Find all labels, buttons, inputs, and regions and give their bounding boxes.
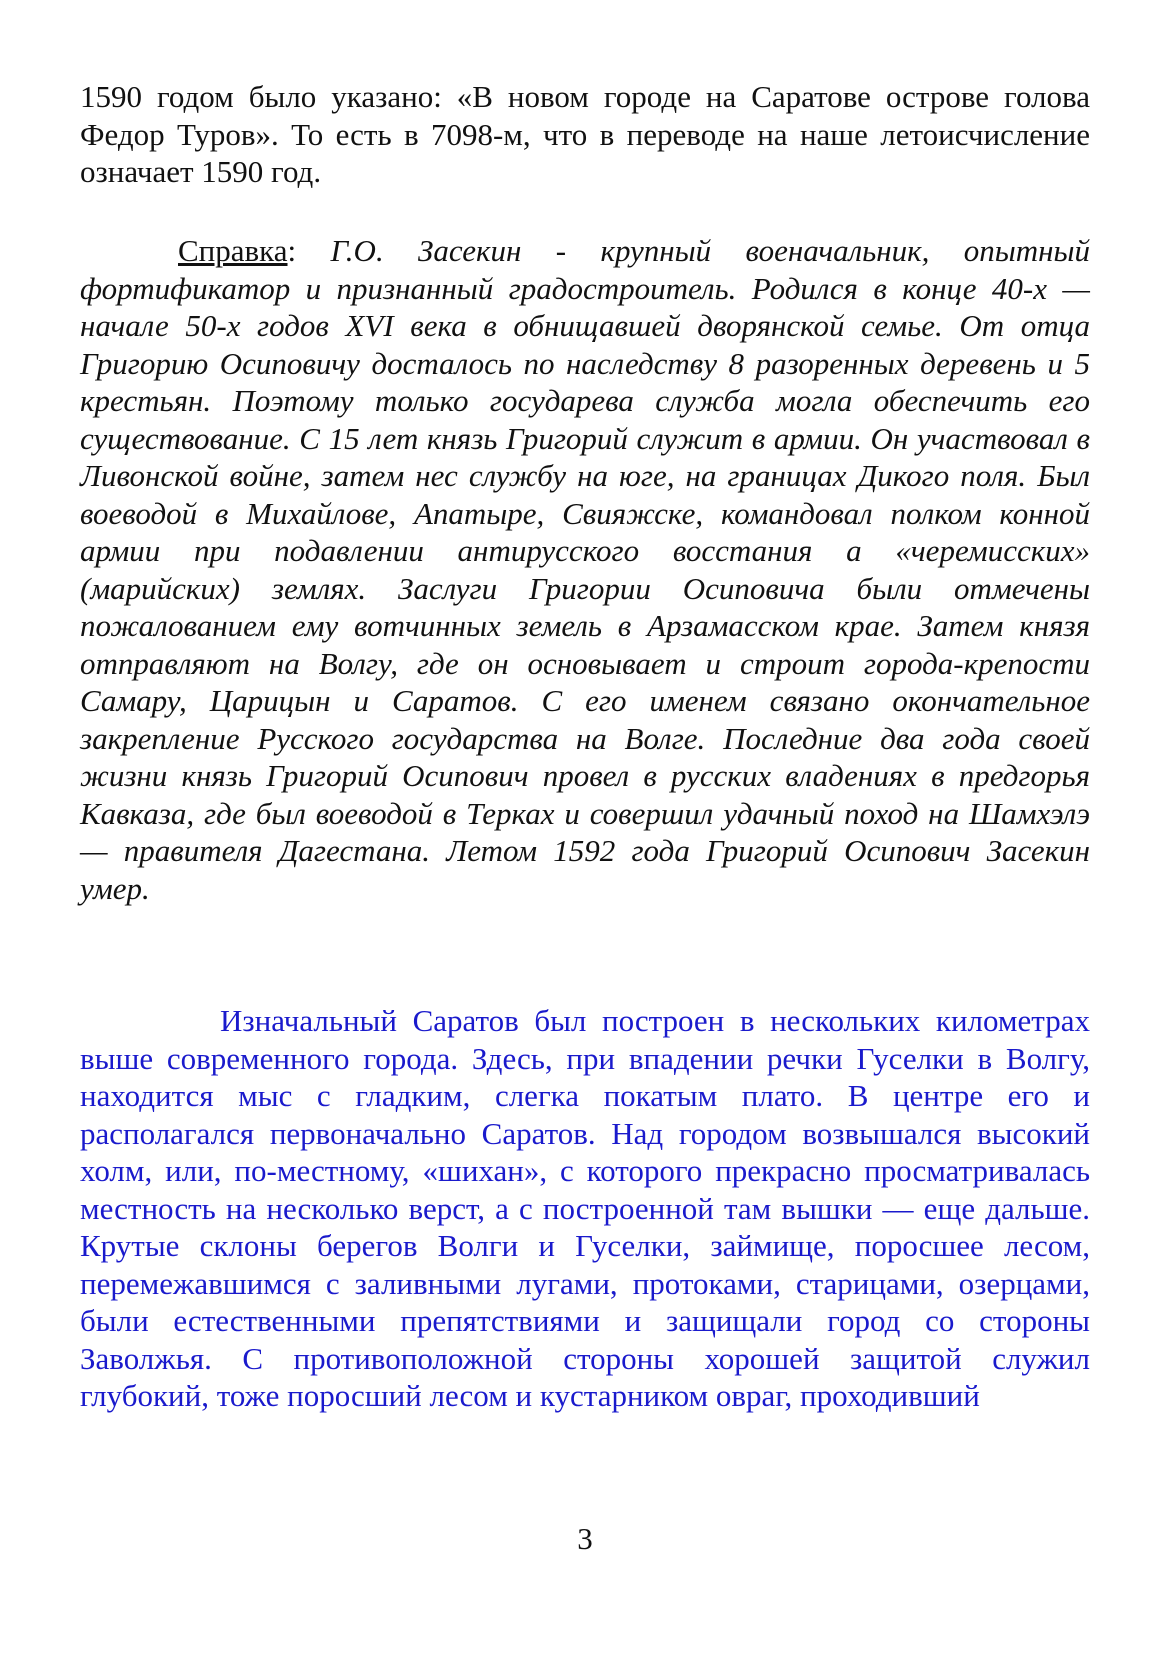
paragraph-blue: Изначальный Саратов был построен в нескольких километрах выше современного города. Здесь, при впадении речки Гуселки в Волгу, находится мыс с гладким, слегка покатым плато. В центре его и располагался первоначально Саратов. Над городом возвышался высокий холм, или, по-местному, «шихан», с которого прекрасно просматривалась местность на несколько верст, а с построенной там вышки — еще дальше. Крутые склоны берегов Волги и Гуселки, займище, поросшее лесом, перемежавшимся с заливными лугами, протоками, старицами, озерцами, были естественными препятствиями и защищали город со стороны Заволжья. С противоположной стороны хорошей защитой служил глубокий, тоже поросший лесом и кустарником овраг, проходивший	[80, 1003, 1090, 1413]
paragraph-1: 1590 годом было указано: «В новом городе на Саратове острове голова Федор Туров». То есть в 7098-м, что в переводе на наше летоисчисление означает 1590 год.	[80, 79, 1090, 189]
page-number: 3	[577, 1521, 593, 1556]
reference-note	[80, 232, 1090, 907]
reference-note-text: Г.О. Засекин - крупный военачальник, опытный фортификатор и признанный градостроитель. Родился в конце 40-х — начале 50-х годов XVI века в обнищавшей дворянской семье. От отца Григорию Осиповичу досталось по наследству 8 разоренных деревень и 5 крестьян. Поэтому только государева служба могла обеспечить его существование. С 15 лет князь Григорий служит в армии. Он участвовал в Ливонской войне, затем нес службу на юге, на границах Дикого поля. Был воеводой в Михайлове, Апатыре, Свияжске, командовал полком конной армии при подавлении антирусского восстания а «черемисских» (марийских) землях. Заслуги Григории Осиповича были отмечены пожалованием ему вотчинных земель в Арзамасском крае. Затем князя отправляют на Волгу, где он основывает и строит города-крепости Самару, Царицын и Саратов. С его именем связано окончательное закрепление Русского государства на Волге. Последние два года своей жизни князь Григорий Осипович провел в русских владениях в предгорья Кавказа, где был воеводой в Терках и совершил удачный поход на Шамхэлэ — правителя Дагестана. Летом 1592 года Григорий Осипович Засекин умер.	[80, 233, 1090, 906]
reference-note-colon: :	[287, 233, 331, 268]
reference-note-label: Справка	[178, 233, 288, 268]
